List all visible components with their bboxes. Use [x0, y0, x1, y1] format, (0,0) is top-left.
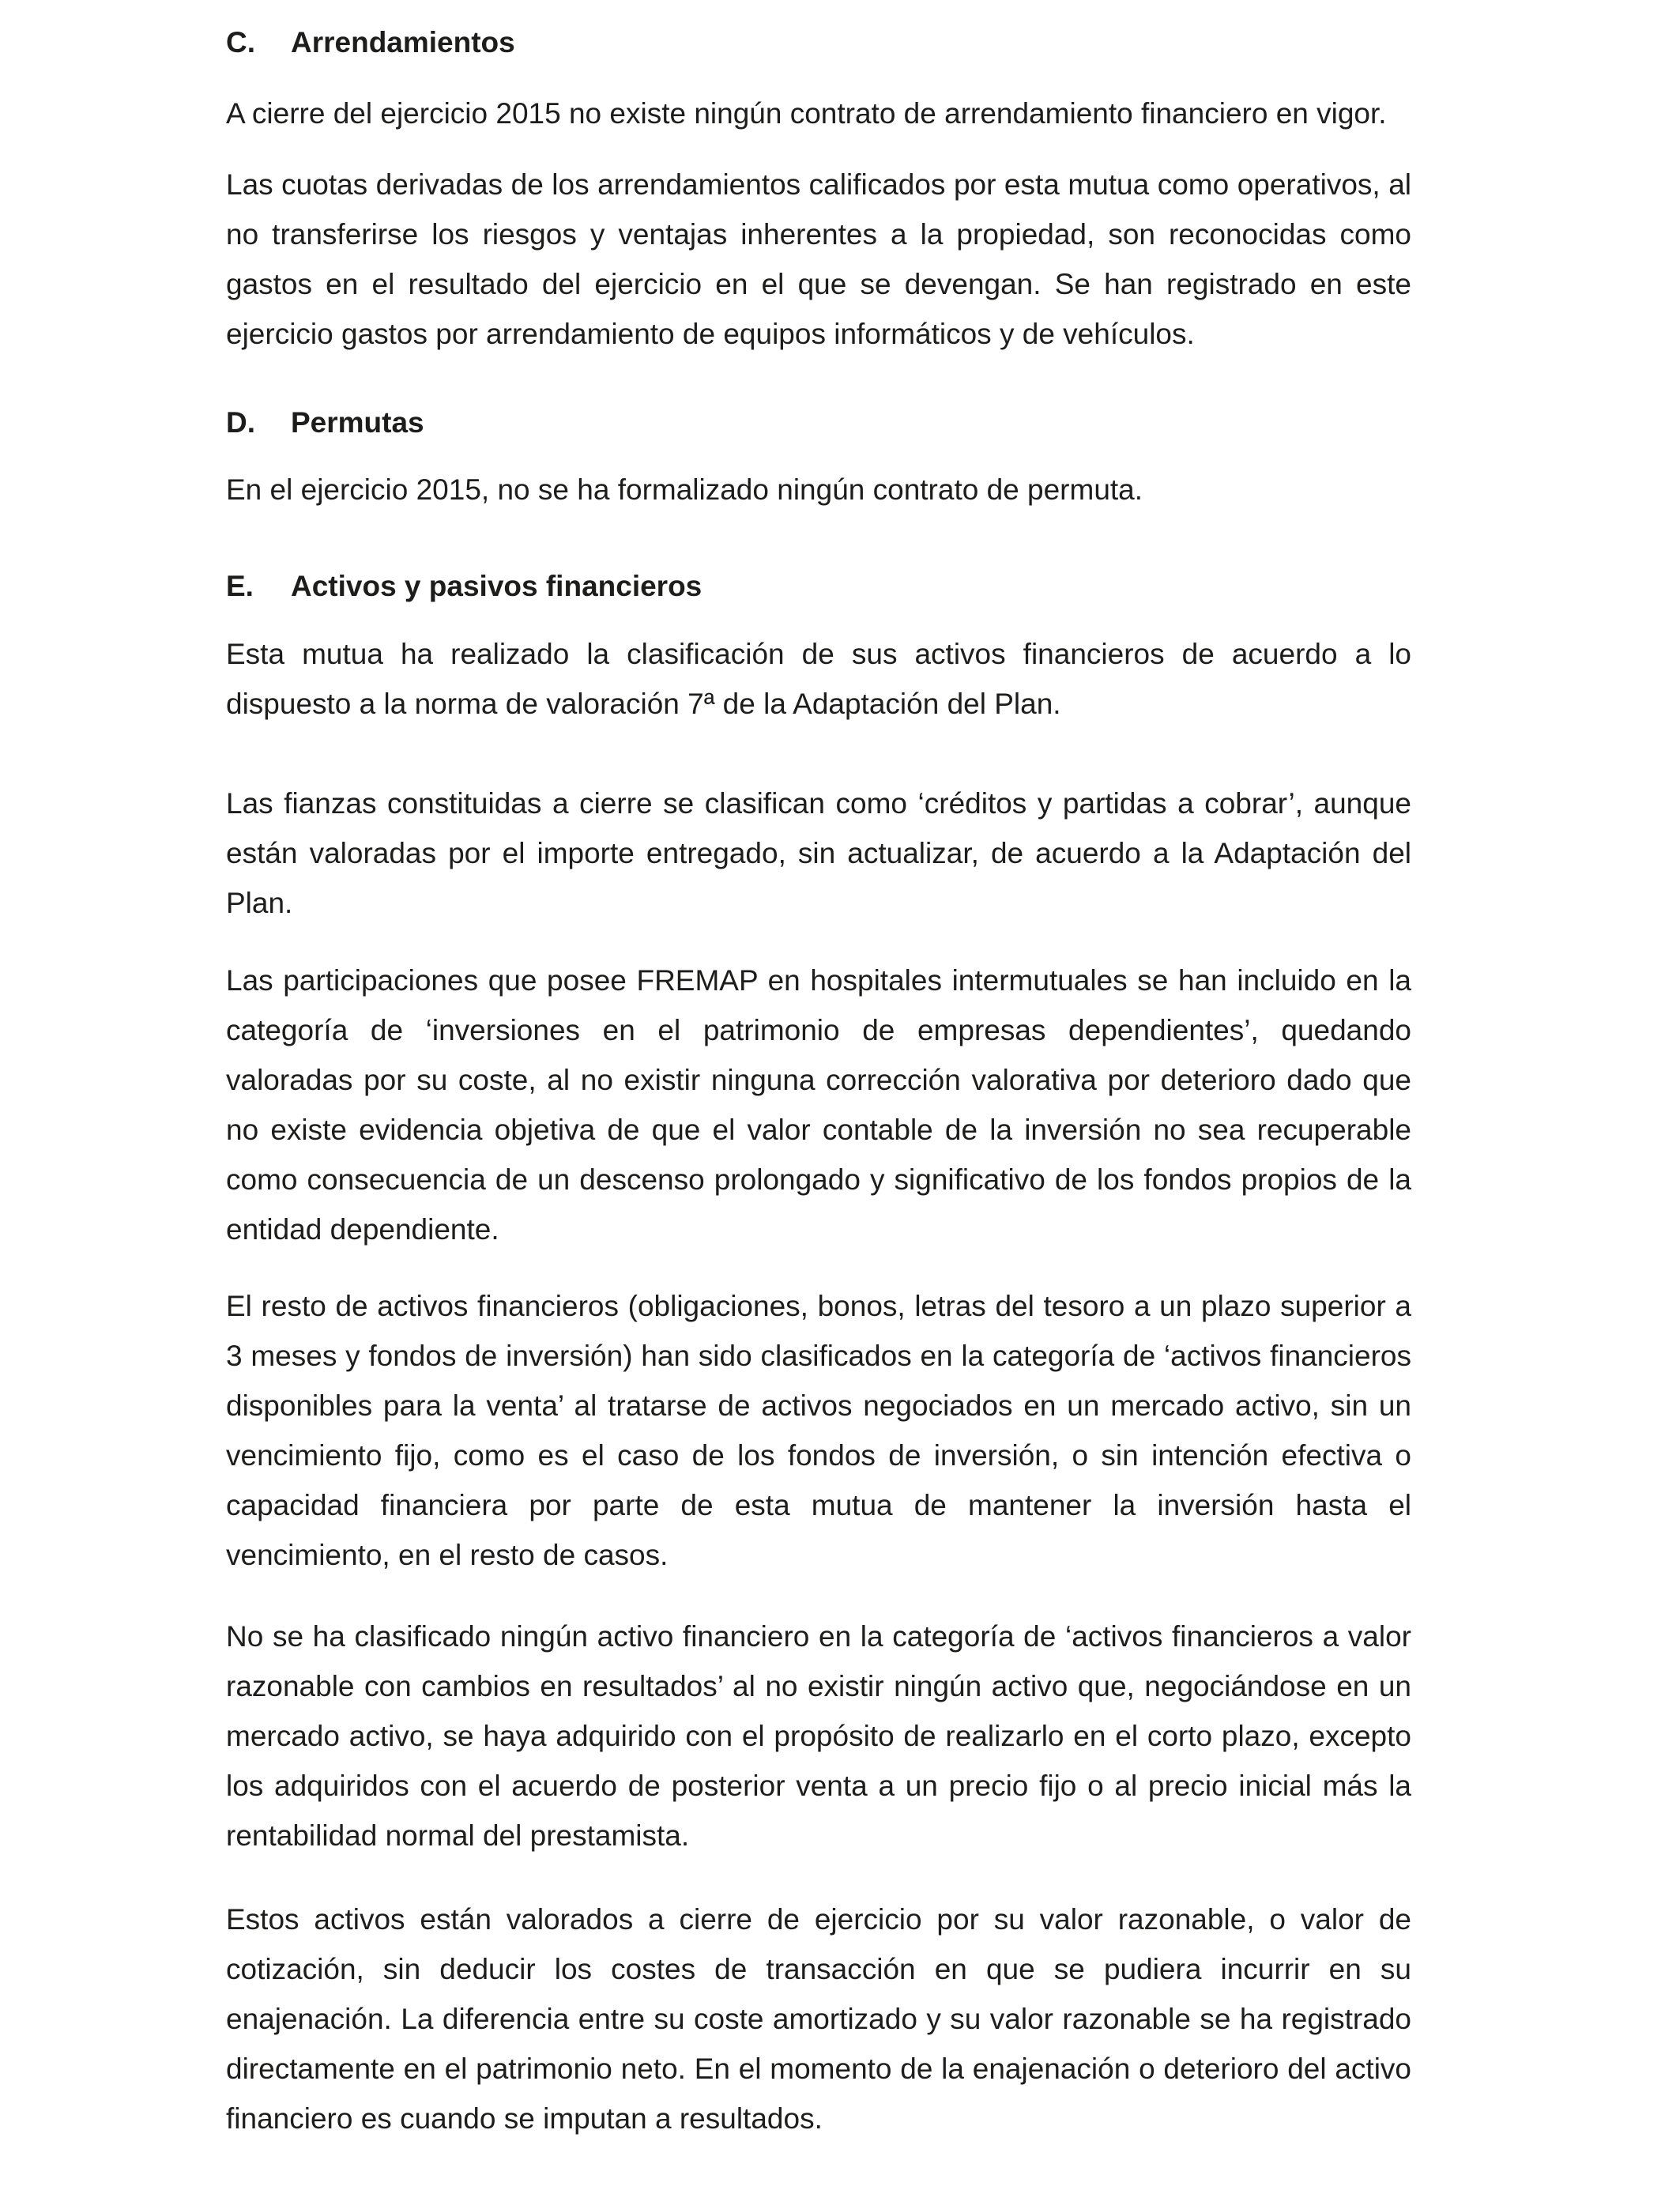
- section-title: Arrendamientos: [291, 26, 515, 58]
- section-title: Permutas: [291, 406, 424, 439]
- section-letter: D.: [226, 406, 255, 439]
- section-heading-c: [226, 24, 1411, 62]
- section-heading-e: [226, 567, 1411, 605]
- document-page: [226, 0, 1411, 2143]
- paragraph: Esta mutua ha realizado la clasificación de sus activos financieros de acuerdo a lo dispuesto a la norma de valoración 7ª de la Adaptación del Plan.: [226, 638, 1411, 720]
- section-heading-d: [226, 404, 1411, 442]
- paragraph: Las participaciones que posee FREMAP en hospitales intermutuales se han incluido en la categoría de ‘inversiones en el patrimonio de empresas dependientes’, quedando valoradas por su coste, al no existir ninguna corrección valorativa por deterioro dado que no existe evidencia objetiva de que el valor contable de la inversión no sea recuperable como consecuencia de un descenso prolongado y significativo de los fondos propios de la entidad dependiente.: [226, 964, 1411, 1246]
- paragraph: Las cuotas derivadas de los arrendamientos calificados por esta mutua como operativos, al no transferirse los riesgos y ventajas inherentes a la propiedad, son reconocidas como gastos en el resultado del ejercicio en el que se devengan. Se han registrado en este ejercicio gastos por arrendamiento de equipos informáticos y de vehículos.: [226, 168, 1411, 350]
- paragraph: Las fianzas constituidas a cierre se clasifican como ‘créditos y partidas a cobrar’, aunque están valoradas por el importe entregado, sin actualizar, de acuerdo a la Adaptación del Plan.: [226, 787, 1411, 919]
- section-letter: E.: [226, 570, 254, 602]
- paragraph: En el ejercicio 2015, no se ha formalizado ningún contrato de permuta.: [226, 473, 1143, 506]
- paragraph: El resto de activos financieros (obligaciones, bonos, letras del tesoro a un plazo superior a 3 meses y fondos de inversión) han sido clasificados en la categoría de ‘activos financieros disponibles para la venta’ al tratarse de activos negociados en un mercado activo, sin un vencimiento fijo, como es el caso de los fondos de inversión, o sin intención efectiva o capacidad financiera por parte de esta mutua de mantener la inversión hasta el vencimiento, en el resto de casos.: [226, 1290, 1411, 1571]
- paragraph: Estos activos están valorados a cierre de ejercicio por su valor razonable, o valor de cotización, sin deducir los costes de transacción en que se pudiera incurrir en su enajenación. La diferencia entre su coste amortizado y su valor razonable se ha registrado directamente en el patrimonio neto. En el momento de la enajenación o deterioro del activo financiero es cuando se imputan a resultados.: [226, 1903, 1411, 2135]
- section-letter: C.: [226, 26, 255, 58]
- section-title: Activos y pasivos financieros: [291, 570, 703, 602]
- paragraph: A cierre del ejercicio 2015 no existe ningún contrato de arrendamiento financiero en vigor.: [226, 97, 1387, 130]
- paragraph: No se ha clasificado ningún activo financiero en la categoría de ‘activos financieros a valor razonable con cambios en resultados’ al no existir ningún activo que, negociándose en un mercado activo, se haya adquirido con el propósito de realizarlo en el corto plazo, excepto los adquiridos con el acuerdo de posterior venta a un precio fijo o al precio inicial más la rentabilidad normal del prestamista.: [226, 1620, 1411, 1852]
